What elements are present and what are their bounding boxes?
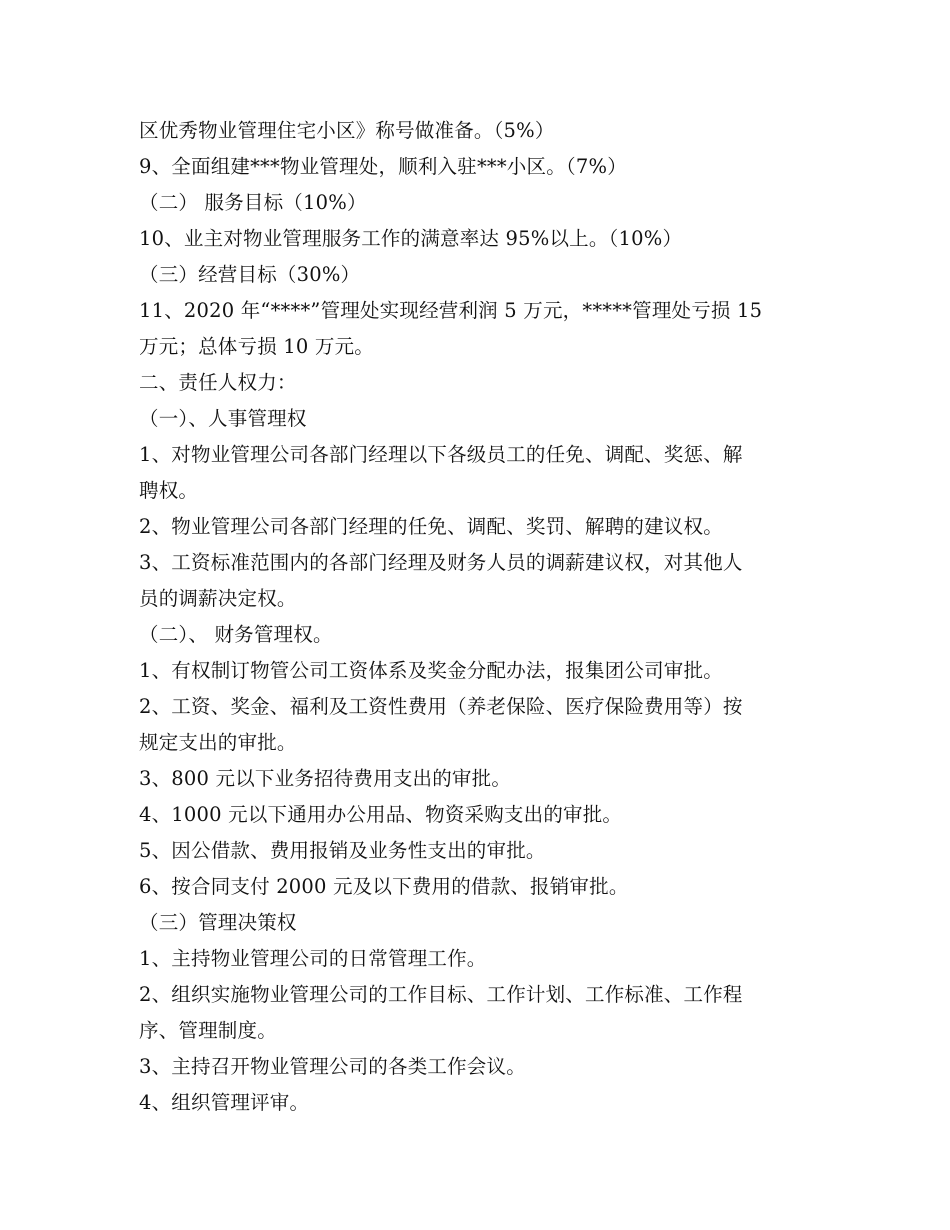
text-line: 员的调薪决定权。 <box>139 587 297 610</box>
text-line: 区优秀物业管理住宅小区》称号做准备。（5%） <box>139 119 555 142</box>
text-line: 万元；总体亏损 10 万元。 <box>139 335 375 358</box>
text-line: 2、工资、奖金、福利及工资性费用（养老保险、医疗保险费用等）按 <box>139 695 743 718</box>
text-line: 聘权。 <box>139 479 199 502</box>
section-heading: （二）、 财务管理权。 <box>139 623 333 646</box>
text-line: 10、业主对物业管理服务工作的满意率达 95%以上。（10%） <box>139 227 683 250</box>
document-body <box>139 113 829 1121</box>
text-line: 5、因公借款、费用报销及业务性支出的审批。 <box>139 839 546 862</box>
text-line: 2、组织实施物业管理公司的工作目标、工作计划、工作标准、工作程 <box>139 983 743 1006</box>
text-line: 9、全面组建***物业管理处，顺利入驻***小区。（7%） <box>139 155 627 178</box>
text-line: 3、800 元以下业务招待费用支出的审批。 <box>139 767 512 790</box>
text-line: 1、主持物业管理公司的日常管理工作。 <box>139 947 487 970</box>
section-heading: （二） 服务目标（10%） <box>139 191 367 214</box>
text-line: 2、物业管理公司各部门经理的任免、调配、奖罚、解聘的建议权。 <box>139 515 723 538</box>
section-heading: （一）、人事管理权 <box>139 407 307 430</box>
text-line: 11、2020 年“****”管理处实现经营利润 5 万元，*****管理处亏损 15 <box>139 299 763 322</box>
text-line: 1、有权制订物管公司工资体系及奖金分配办法，报集团公司审批。 <box>139 659 723 682</box>
text-line: 3、主持召开物业管理公司的各类工作会议。 <box>139 1055 526 1078</box>
text-line: 序、管理制度。 <box>139 1019 277 1042</box>
text-line: 规定支出的审批。 <box>139 731 297 754</box>
text-line: 4、1000 元以下通用办公用品、物资采购支出的审批。 <box>139 803 623 826</box>
text-line: 3、工资标准范围内的各部门经理及财务人员的调薪建议权，对其他人 <box>139 551 743 574</box>
section-heading: （三）经营目标（30%） <box>139 263 361 286</box>
text-line: 1、对物业管理公司各部门经理以下各级员工的任免、调配、奖惩、解 <box>139 443 743 466</box>
section-heading: 二、责任人权力： <box>139 371 297 394</box>
text-line: 6、按合同支付 2000 元及以下费用的借款、报销审批。 <box>139 875 629 898</box>
text-line: 4、组织管理评审。 <box>139 1091 310 1114</box>
section-heading: （三）管理决策权 <box>139 911 297 934</box>
